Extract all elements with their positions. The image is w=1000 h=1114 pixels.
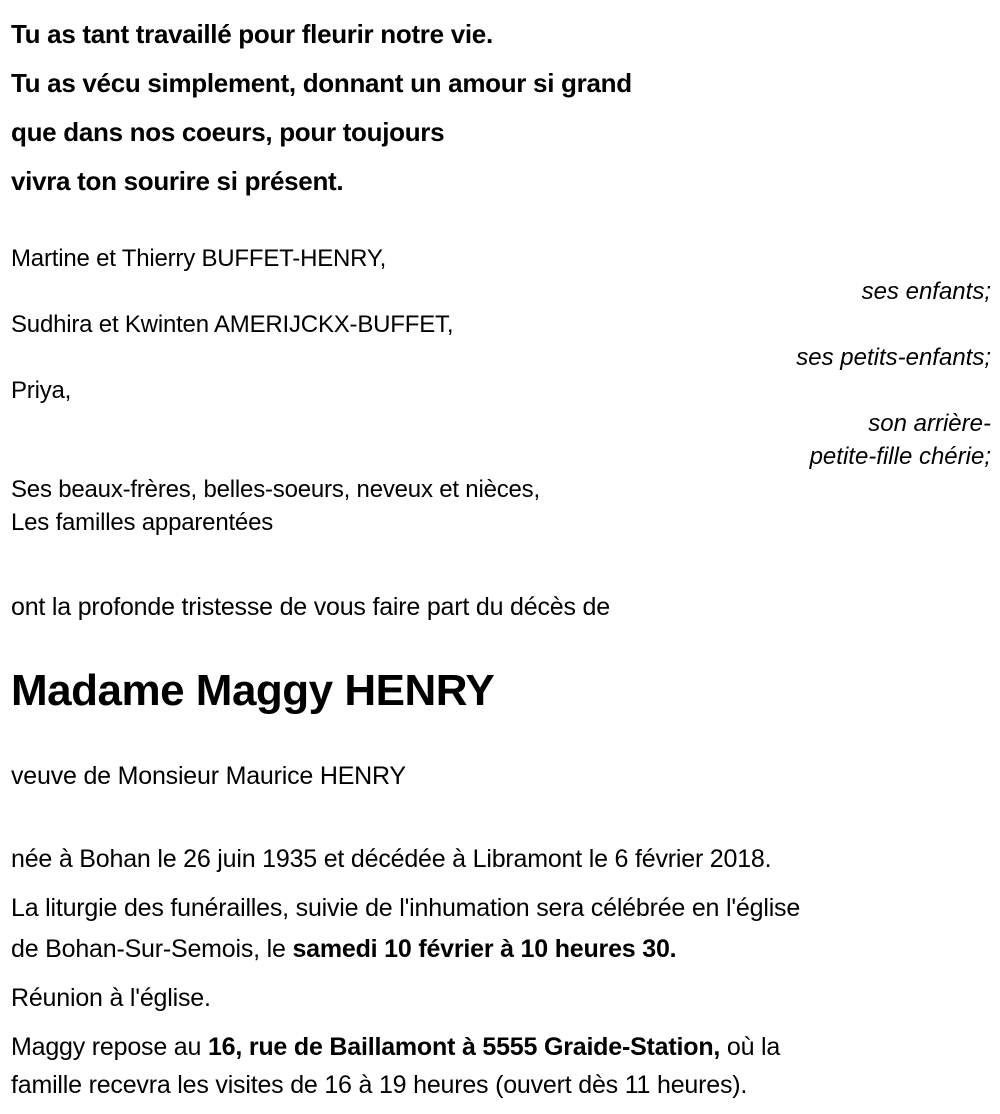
- visitation-address: 16, rue de Baillamont à 5555 Graide-Station,: [207, 1033, 721, 1061]
- widow-line: veuve de Monsieur Maurice HENRY: [11, 762, 406, 790]
- ceremony-line1: La liturgie des funérailles, suivie de l'inhumation sera célébrée en l'église: [11, 894, 801, 922]
- visitation-suffix: où la: [720, 1033, 781, 1061]
- ceremony-paragraph: [11, 888, 991, 970]
- announcement-intro: ont la profonde tristesse de vous faire part du décès de: [11, 593, 610, 621]
- family-names-line: Martine et Thierry BUFFET-HENRY,: [11, 245, 387, 272]
- family-relation-line: ses enfants;: [861, 278, 991, 305]
- visitation-line2: famille recevra les visites de 16 à 19 heures (ouvert dès 11 heures).: [11, 1071, 748, 1099]
- meeting-line: Réunion à l'église.: [11, 984, 211, 1012]
- family-names-line: Ses beaux-frères, belles-soeurs, neveux et nièces,: [11, 476, 540, 503]
- poem-line: Tu as tant travaillé pour fleurir notre vie.: [11, 19, 493, 49]
- family-list: [11, 242, 991, 539]
- deceased-name-heading: Madame Maggy HENRY: [11, 666, 495, 715]
- visitation-prefix: Maggy repose au: [11, 1033, 208, 1061]
- poem-line: que dans nos coeurs, pour toujours: [11, 117, 445, 147]
- birth-death-line: née à Bohan le 26 juin 1935 et décédée à Libramont le 6 février 2018.: [11, 845, 772, 873]
- poem-line: vivra ton sourire si présent.: [11, 166, 344, 196]
- family-relation-line: petite-fille chérie;: [809, 443, 991, 470]
- ceremony-line2-prefix: de Bohan-Sur-Semois, le: [11, 935, 293, 963]
- family-relation-line: ses petits-enfants;: [796, 344, 991, 371]
- family-names-line: Sudhira et Kwinten AMERIJCKX-BUFFET,: [11, 311, 454, 338]
- poem-line: Tu as vécu simplement, donnant un amour si grand: [11, 68, 632, 98]
- ceremony-datetime: samedi 10 février à 10 heures 30.: [292, 935, 677, 963]
- family-names-line: Les familles apparentées: [11, 509, 274, 536]
- epigraph-poem: [11, 10, 991, 206]
- family-names-line: Priya,: [11, 377, 72, 404]
- visitation-paragraph: [11, 1028, 991, 1104]
- family-relation-line: son arrière-: [868, 410, 991, 437]
